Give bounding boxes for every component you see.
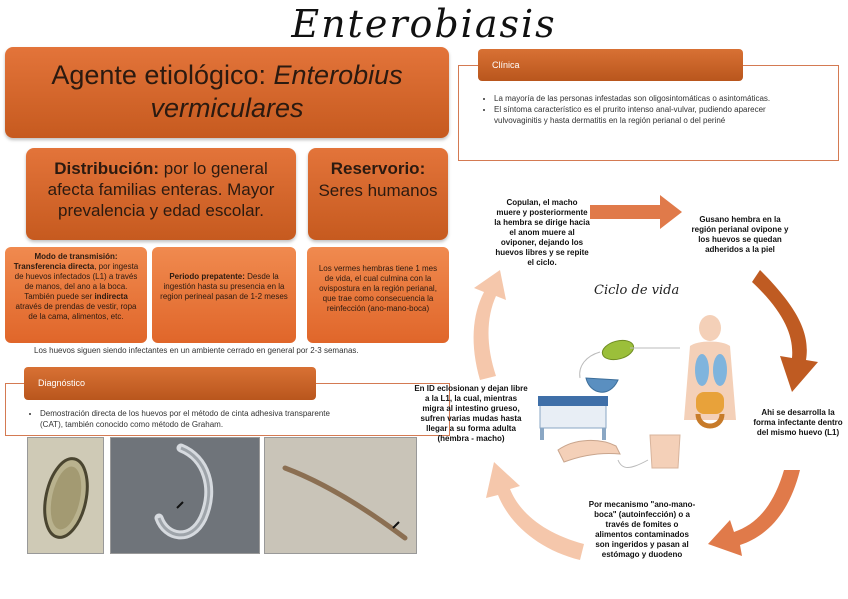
cycle-step-forma: Ahi se desarrolla la forma infectante dentro del mismo huevo (L1) xyxy=(753,408,843,437)
cup-icon xyxy=(586,378,618,392)
clinica-item: • La mayoría de las personas infestadas son oligosintomáticas o asintomáticas. xyxy=(494,93,774,104)
hembras-text: Los vermes hembras tiene 1 mes de vida, el cual culmina con la ovispostura en la región perianal, que trae como consecuencia la reinfección (ano-mano-boca) xyxy=(318,264,438,313)
bed-icon xyxy=(538,396,608,440)
body-icon xyxy=(684,315,736,426)
cycle-illustration xyxy=(530,310,760,480)
cycle-step-mecanismo: Por mecanismo "ano-mano-boca" (autoinfección) o a través de fomites o alimentos contaminados son ingeridos y pasan al estómago y duodeno xyxy=(588,500,696,559)
transmision-heading: Modo de transmisión: xyxy=(34,252,118,261)
diagnostico-header: Diagnóstico xyxy=(24,367,316,400)
transmision-text2: através de prendas de vestir, ropa de la cama, alimentos, etc. xyxy=(15,302,137,321)
clinica-header: Clínica xyxy=(478,49,743,81)
clinica-item: • El síntoma característico es el prurito intenso anal-vulvar, pudiendo aparecer vulvovaginitis y hasta dermatitis en la región perianal o del periné xyxy=(494,104,774,126)
distribucion-label: Distribución: xyxy=(54,159,160,178)
prepatente-text: Desde la ingestión hasta su presencia en la region perineal pasan de 1-2 meses xyxy=(160,272,288,301)
ciclo-label: Ciclo de vida xyxy=(594,283,680,298)
transmision-text1: , por ingesta de huevos infectados (L1) a través de manos, del ano a la boca. También puede ser xyxy=(14,262,139,301)
reservorio-label: Reservorio: xyxy=(330,159,426,178)
transmision-sub: Transferencia directa xyxy=(13,262,95,271)
arrow-right xyxy=(752,270,818,392)
cycle-step-gusano: Gusano hembra en la región perianal ovipone y los huevos se quedan adheridos a la piel xyxy=(691,215,789,254)
egg-icon xyxy=(600,337,636,363)
page-title: Enterobiasis xyxy=(291,2,557,46)
hand-icon xyxy=(558,440,620,462)
diagnostico-item: • Demostración directa de los huevos por el método de cinta adhesiva transparente (CAT), también conocido como método de Graham. xyxy=(40,408,350,430)
transmision-bold2: indirecta xyxy=(94,292,128,301)
huevos-note: Los huevos siguen siendo infectantes en un ambiente cerrado en general por 2-3 semanas. xyxy=(34,346,359,355)
arrow-top xyxy=(590,195,682,229)
hips-icon xyxy=(650,435,680,468)
cycle-step-eclosionan: En ID eclosionan y dejan libre a la L1, la cual, mientras migra al intestino grueso, sufren varias mudas hasta llegar a su forma adulta (hembra - macho) xyxy=(414,384,528,443)
distribucion-text: por lo general afecta familias enteras. Mayor prevalencia y edad escolar. xyxy=(47,159,275,220)
agente-label: Agente etiológico: xyxy=(51,60,274,90)
arrow-left xyxy=(474,270,506,380)
reservorio-text: Seres humanos xyxy=(318,181,438,200)
cycle-step-copulan: Copulan, el macho muere y posteriormente la hembra se dirige hacia el anom muere al oviponer, dejando los huevos libres y se repite el ciclo. xyxy=(494,198,590,267)
agente-name: Enterobius vermiculares xyxy=(150,60,403,123)
arrow-bottom-right xyxy=(708,470,800,556)
prepatente-label: Periodo prepatente: xyxy=(169,272,245,281)
